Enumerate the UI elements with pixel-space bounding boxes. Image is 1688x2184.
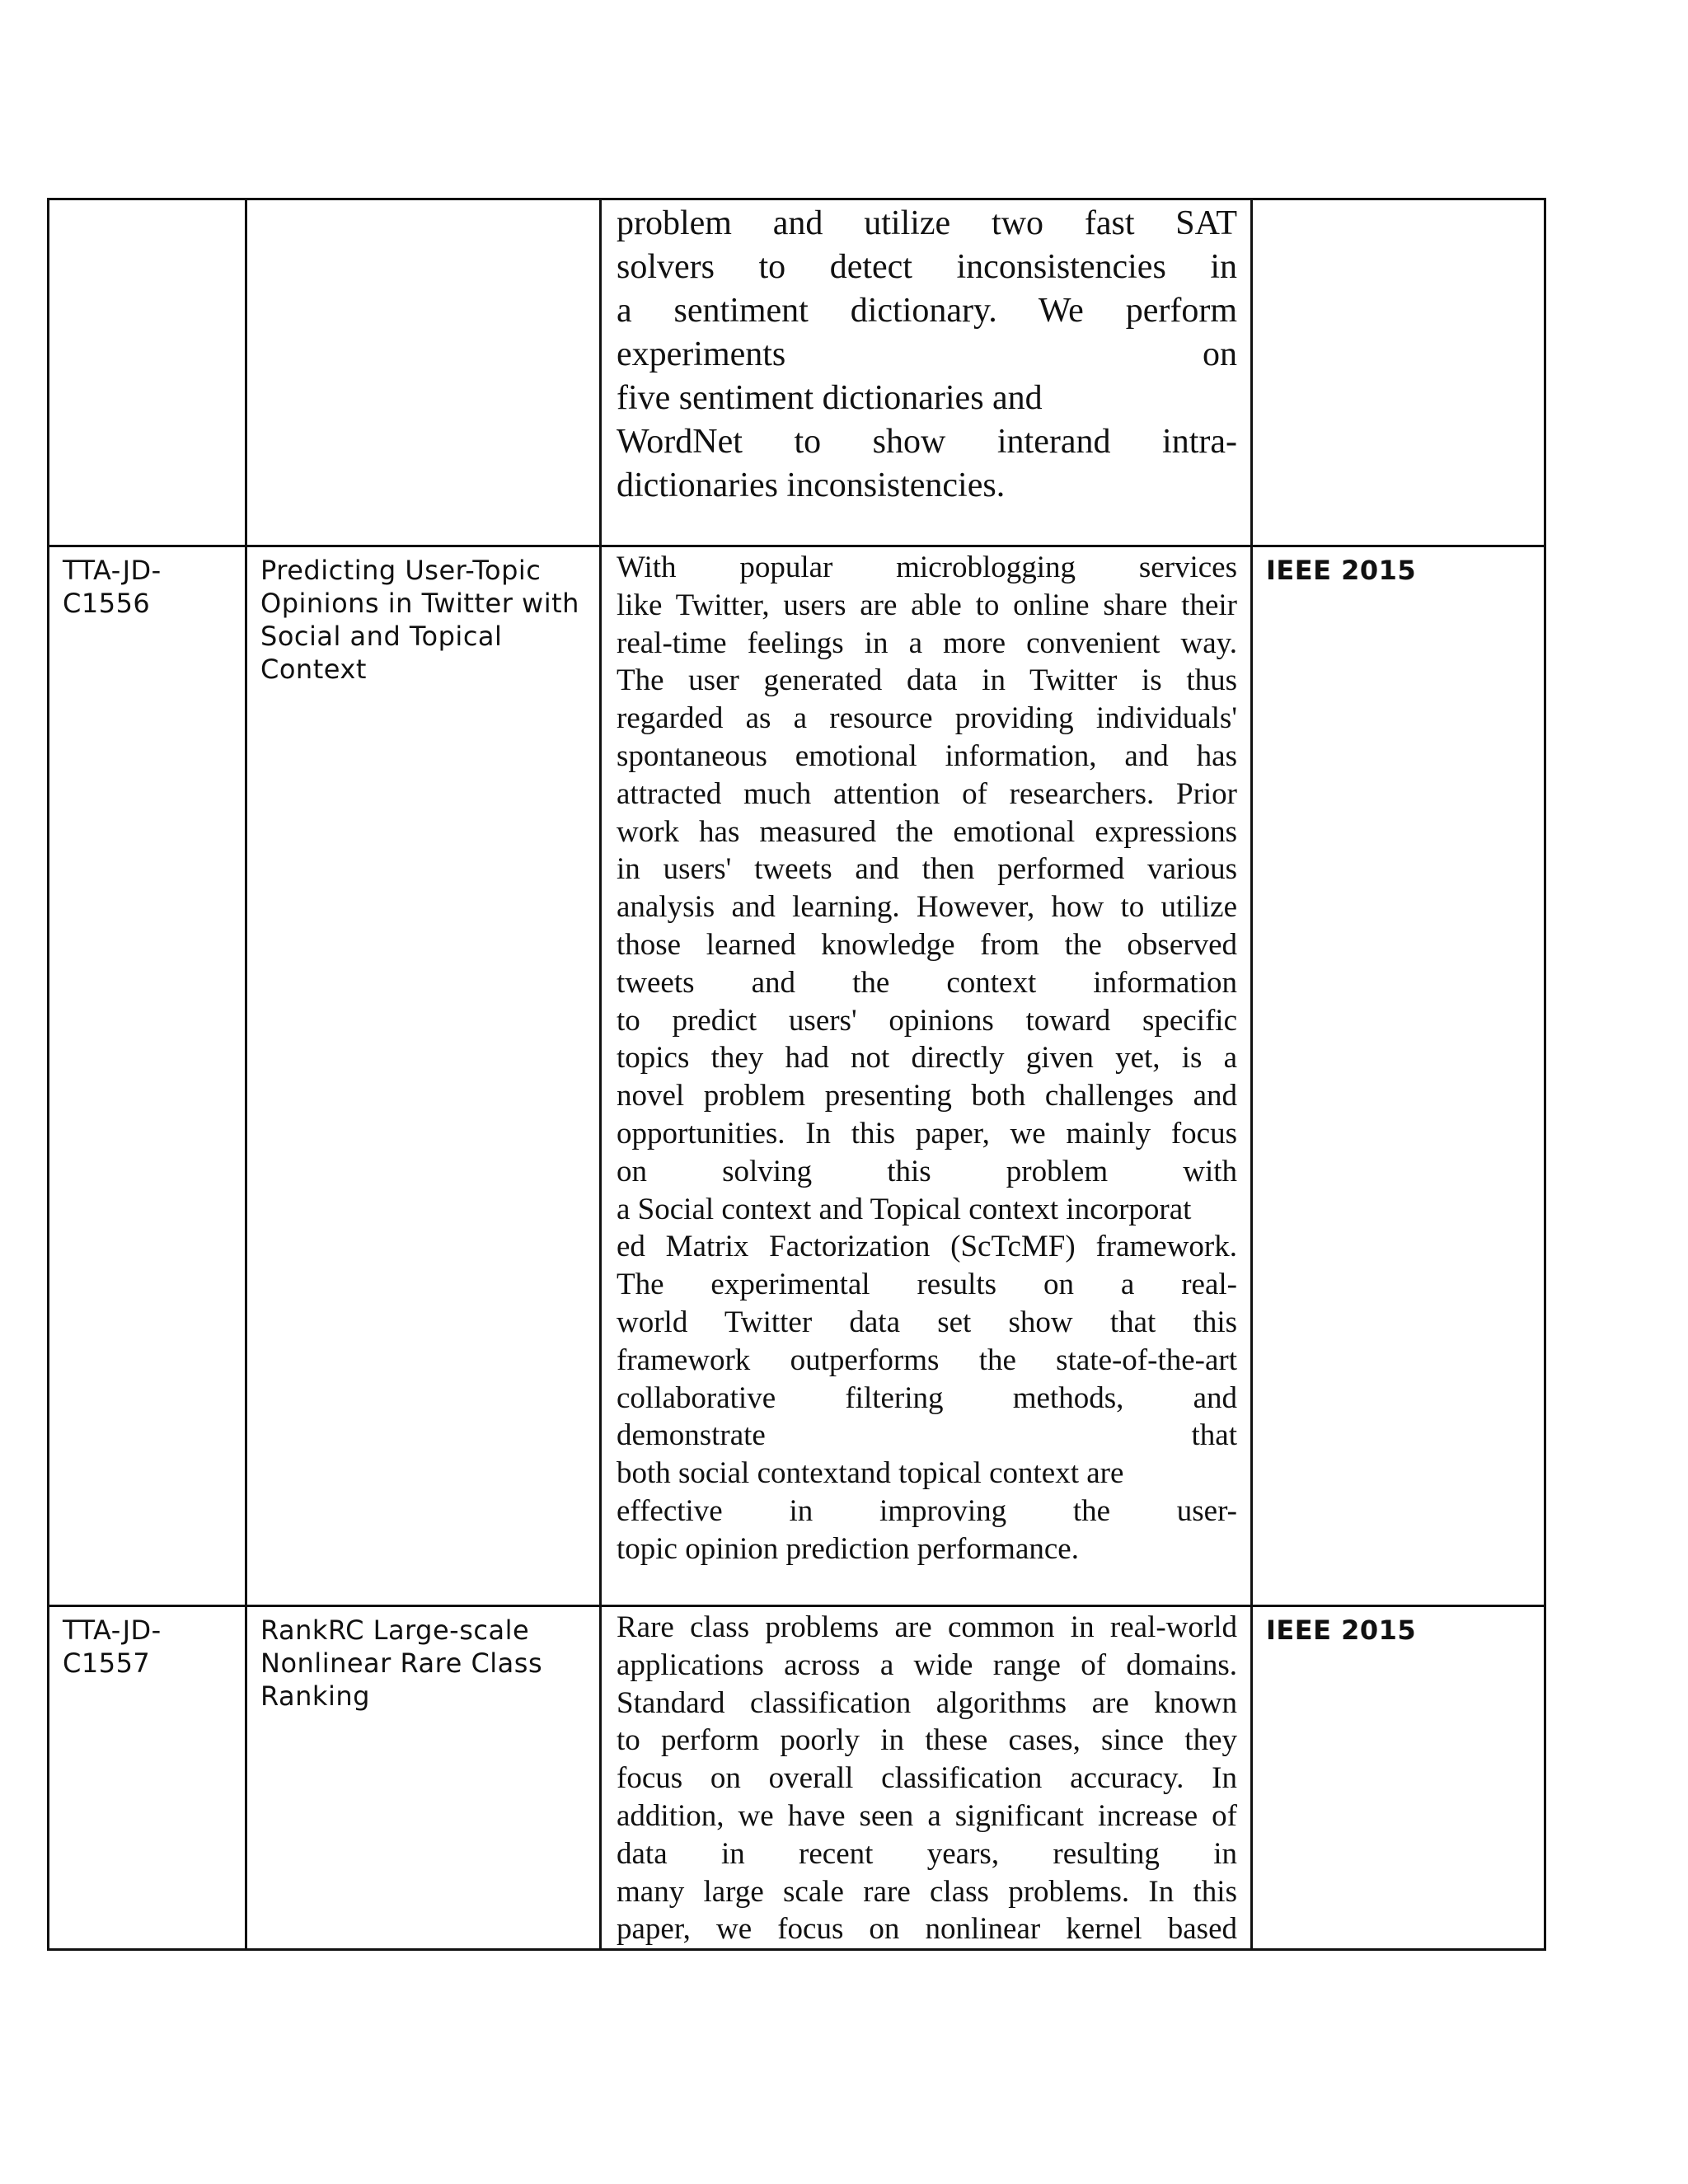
abstract-line: work has measured the emotional expressions <box>617 814 1237 849</box>
project-id-line: C1557 <box>63 1647 151 1679</box>
abstract-line: Standard classification algorithms are known <box>617 1685 1237 1720</box>
id-cell <box>49 546 246 1606</box>
abstract-text <box>602 547 1250 1568</box>
abstract-line: ed Matrix Factorization (ScTcMF) framework. <box>617 1230 1237 1264</box>
title-cell <box>246 199 601 546</box>
id-cell <box>49 199 246 546</box>
id-cell <box>49 1606 246 1950</box>
abstract-line: problem and utilize two fast SAT <box>617 204 1237 242</box>
abstract-cell <box>601 546 1252 1606</box>
project-id-line: C1556 <box>63 588 151 619</box>
abstract-line: solvers to detect inconsistencies in <box>617 248 1237 286</box>
abstract-line: focus on overall classification accuracy. In <box>617 1761 1237 1796</box>
abstract-line: The user generated data in Twitter is thus <box>617 663 1237 698</box>
year-cell <box>1252 199 1545 546</box>
abstract-text <box>602 200 1250 508</box>
abstract-line: opportunities. In this paper, we mainly focus <box>617 1116 1237 1151</box>
abstract-line: a Social context and Topical context incorporat <box>617 1192 1192 1226</box>
abstract-line: to perform poorly in these cases, since they <box>617 1723 1237 1758</box>
abstract-cell <box>601 199 1252 546</box>
abstract-line: topic opinion prediction performance. <box>617 1531 1079 1566</box>
abstract-line: Rare class problems are common in real-world <box>617 1610 1237 1644</box>
year-label: IEEE 2015 <box>1266 555 1417 586</box>
year-label: IEEE 2015 <box>1266 1615 1417 1646</box>
abstract-line: to predict users' opinions toward specific <box>617 1003 1237 1038</box>
abstract-line: addition, we have seen a significant increase of <box>617 1798 1237 1833</box>
abstract-line: WordNet to show interand intra- <box>617 423 1237 461</box>
project-id-line: TTA-JD- <box>63 1615 162 1646</box>
abstract-line: experiments on <box>617 335 1237 373</box>
title-cell <box>246 546 601 1606</box>
abstract-line: analysis and learning. However, how to utilize <box>617 890 1237 925</box>
abstract-line: attracted much attention of researchers. Prior <box>617 776 1237 811</box>
abstract-line: like Twitter, users are able to online share their <box>617 588 1237 622</box>
abstract-line: on solving this problem with <box>617 1154 1237 1188</box>
project-table <box>47 198 1546 1951</box>
abstract-line: collaborative filtering methods, and <box>617 1380 1237 1415</box>
table-row <box>49 1606 1545 1950</box>
project-title: RankRC Large-scale Nonlinear Rare Class Ranking <box>260 1615 543 1712</box>
abstract-line: five sentiment dictionaries and <box>617 379 1043 417</box>
abstract-line: applications across a wide range of domains. <box>617 1647 1237 1682</box>
abstract-line: With popular microblogging services <box>617 551 1237 584</box>
abstract-line: dictionaries inconsistencies. <box>617 466 1006 504</box>
abstract-line: topics they had not directly given yet, is a <box>617 1041 1237 1076</box>
table-row <box>49 546 1545 1606</box>
abstract-cell <box>601 1606 1252 1950</box>
title-cell <box>246 1606 601 1950</box>
abstract-line: demonstrate that <box>617 1418 1237 1453</box>
abstract-line: regarded as a resource providing individuals' <box>617 701 1237 736</box>
abstract-line: tweets and the context information <box>617 965 1237 1000</box>
abstract-line: world Twitter data set show that this <box>617 1305 1237 1339</box>
table-row <box>49 199 1545 546</box>
year-cell <box>1252 1606 1545 1950</box>
project-id-line: TTA-JD- <box>63 555 162 586</box>
abstract-line: spontaneous emotional information, and has <box>617 738 1237 773</box>
abstract-line: many large scale rare class problems. In this <box>617 1874 1237 1909</box>
abstract-text <box>602 1607 1250 1948</box>
abstract-line: those learned knowledge from the observed <box>617 927 1237 962</box>
year-cell <box>1252 546 1545 1606</box>
abstract-line: The experimental results on a real- <box>617 1268 1237 1302</box>
abstract-line: a sentiment dictionary. We perform <box>617 292 1237 330</box>
abstract-line: in users' tweets and then performed various <box>617 852 1237 887</box>
abstract-line: real-time feelings in a more convenient way. <box>617 626 1237 660</box>
abstract-line: framework outperforms the state-of-the-art <box>617 1343 1237 1377</box>
abstract-line: novel problem presenting both challenges and <box>617 1079 1237 1113</box>
abstract-line: data in recent years, resulting in <box>617 1836 1237 1871</box>
abstract-line: effective in improving the user- <box>617 1493 1237 1528</box>
abstract-line: paper, we focus on nonlinear kernel based <box>617 1912 1237 1947</box>
project-title: Predicting User-Topic Opinions in Twitter with Social and Topical Context <box>260 555 579 685</box>
abstract-line: both social contextand topical context are <box>617 1456 1124 1491</box>
